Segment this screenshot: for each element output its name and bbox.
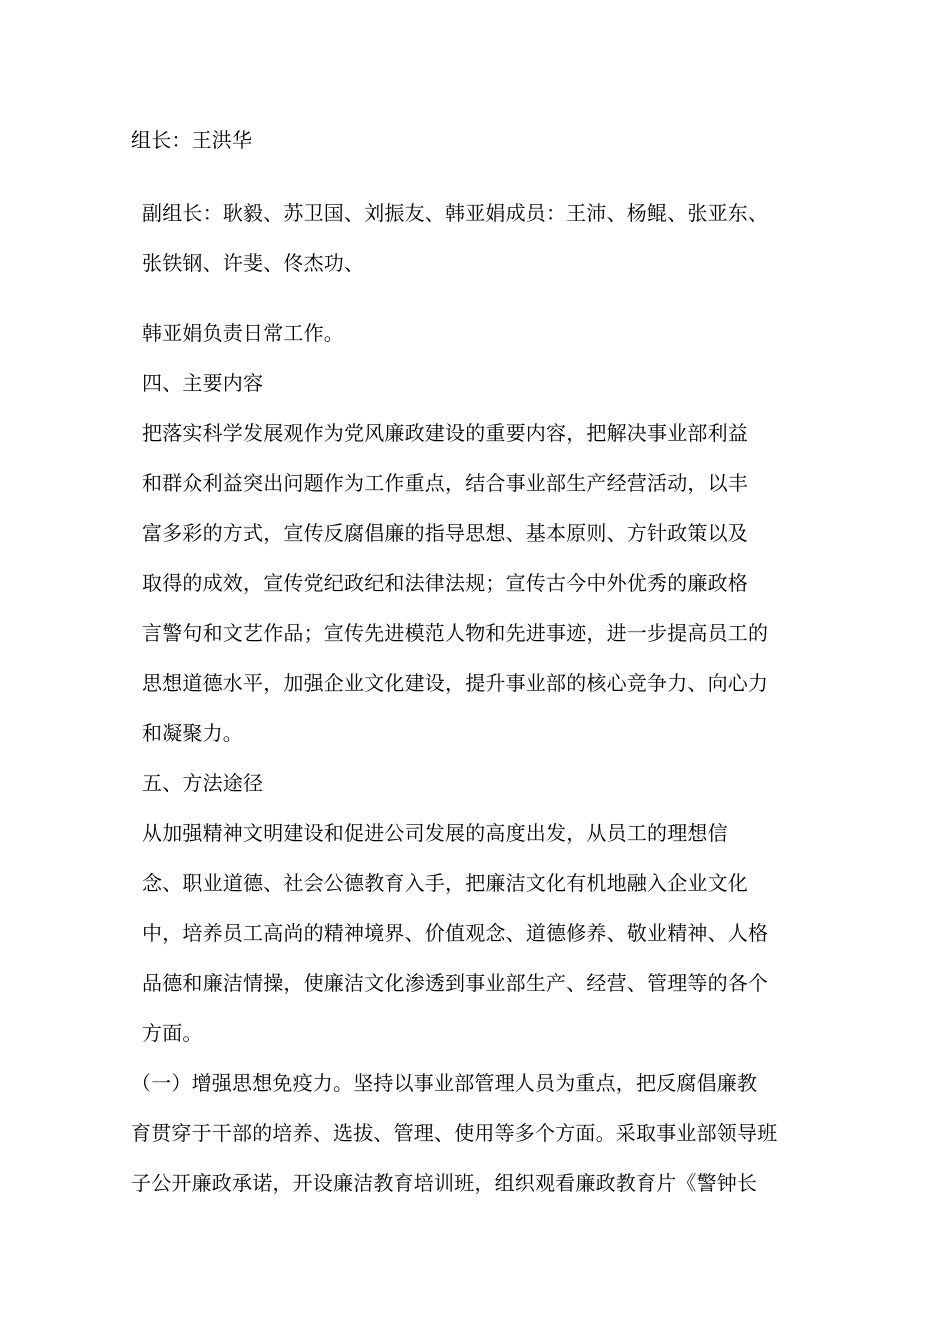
paragraph-line: 和凝聚力。 xyxy=(142,721,243,745)
paragraph-line: 育贯穿于干部的培养、选拔、管理、使用等多个方面。采取事业部领导班 xyxy=(131,1121,778,1145)
paragraph-line: 方面。 xyxy=(142,1021,203,1045)
paragraph-line: 取得的成效，宣传党纪政纪和法律法规；宣传古今中外优秀的廉政格 xyxy=(142,571,748,595)
paragraph-line: 把落实科学发展观作为党风廉政建设的重要内容，把解决事业部利益 xyxy=(142,421,748,445)
paragraph-line: 品德和廉洁情操，使廉洁文化渗透到事业部生产、经营、管理等的各个 xyxy=(142,971,769,995)
daily-work-line: 韩亚娟负责日常工作。 xyxy=(142,321,344,345)
paragraph-line: 和群众利益突出问题作为工作重点，结合事业部生产经营活动，以丰 xyxy=(142,471,748,495)
paragraph-line: 念、职业道德、社会公德教育入手，把廉洁文化有机地融入企业文化 xyxy=(142,871,748,895)
paragraph-line: 思想道德水平，加强企业文化建设，提升事业部的核心竞争力、向心力 xyxy=(142,671,769,695)
section-heading-main-content: 四、主要内容 xyxy=(142,371,264,395)
paragraph-line: 从加强精神文明建设和促进公司发展的高度出发，从员工的理想信 xyxy=(142,821,728,845)
paragraph-line: 言警句和文艺作品；宣传先进模范人物和先进事迹，进一步提高员工的 xyxy=(142,621,769,645)
section-heading-methods: 五、方法途径 xyxy=(142,771,264,795)
members-line: 张铁钢、许斐、佟杰功、 xyxy=(142,251,365,275)
paragraph-line: （一）增强思想免疫力。坚持以事业部管理人员为重点，把反腐倡廉教 xyxy=(131,1071,758,1095)
group-leader-line: 组长：王洪华 xyxy=(131,128,253,152)
paragraph-line: 中，培养员工高尚的精神境界、价值观念、道德修养、敬业精神、人格 xyxy=(142,921,769,945)
paragraph-line: 富多彩的方式，宣传反腐倡廉的指导思想、基本原则、方针政策以及 xyxy=(142,521,748,545)
paragraph-line: 子公开廉政承诺，开设廉洁教育培训班，组织观看廉政教育片《警钟长 xyxy=(131,1171,758,1195)
deputy-leaders-line: 副组长：耿毅、苏卫国、刘振友、韩亚娟成员：王沛、杨鲲、张亚东、 xyxy=(142,201,769,225)
